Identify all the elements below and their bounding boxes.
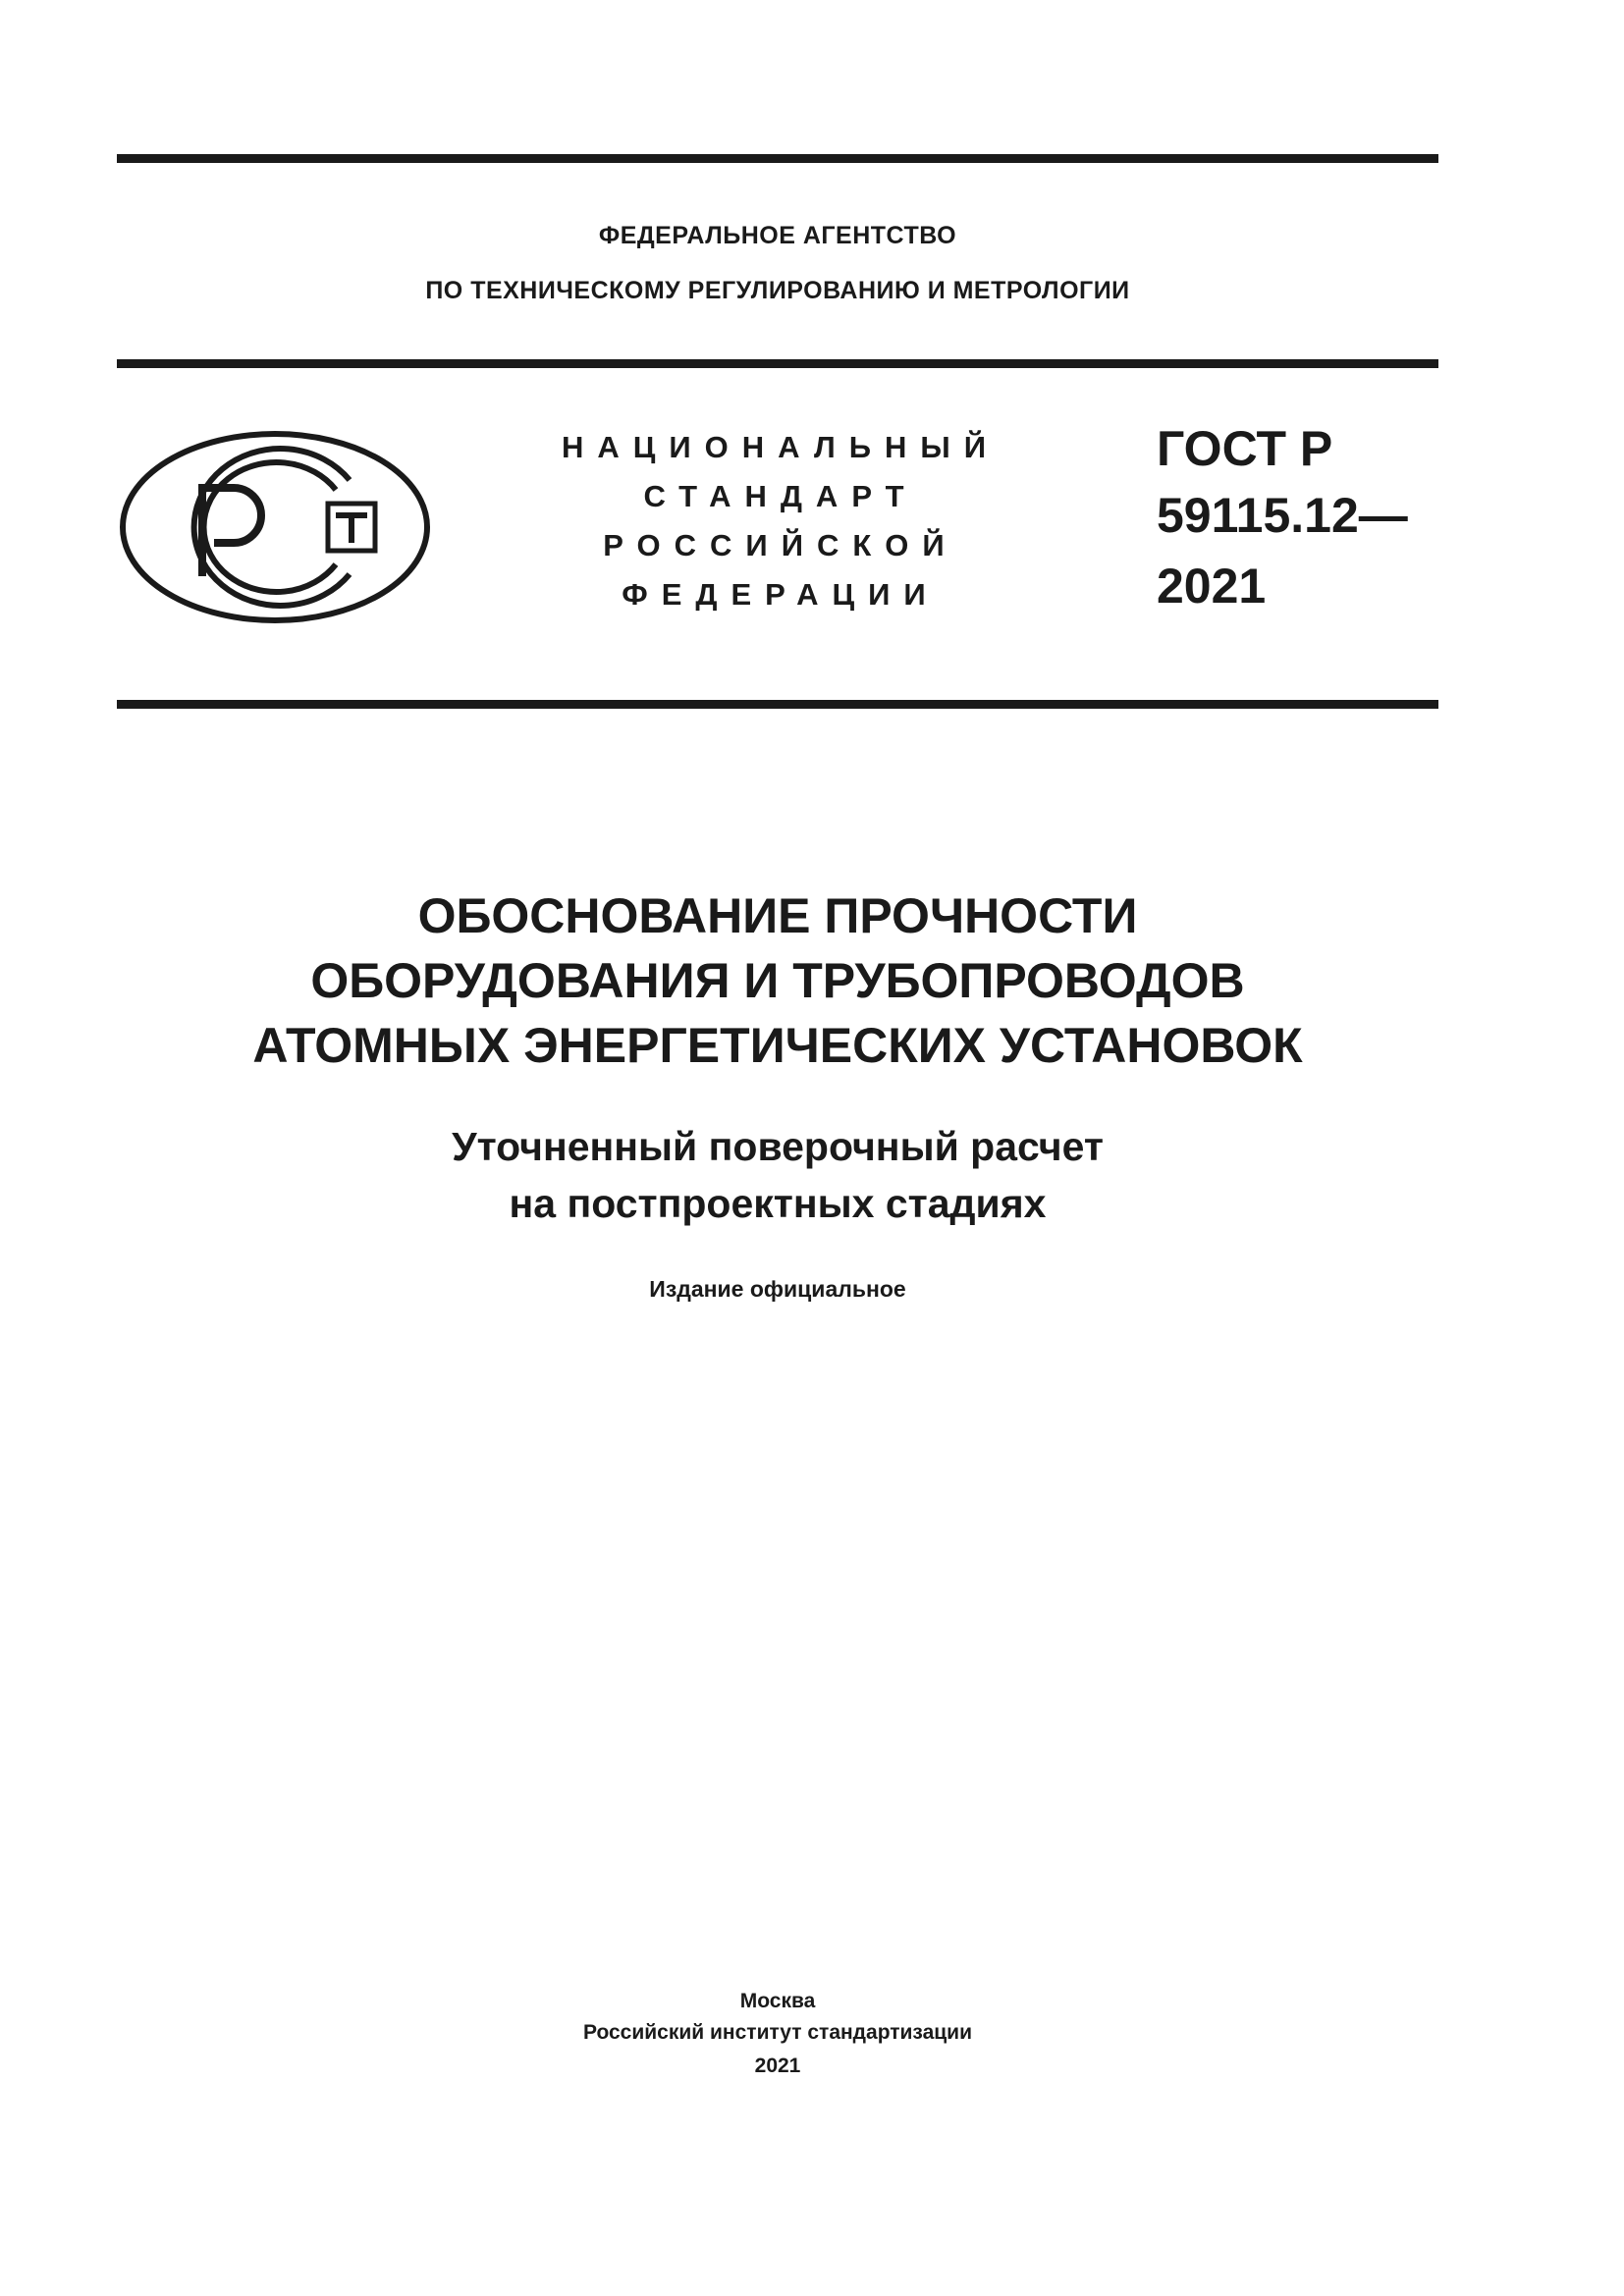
edition-note: Издание официальное — [649, 1276, 906, 1302]
national-standard-line3: РОССИЙСКОЙ — [603, 528, 958, 562]
document-subtitle-line1: Уточненный поверочный расчет — [452, 1124, 1104, 1169]
footer-publisher: Российский институт стандартизации — [582, 2021, 973, 2044]
footer-year: 2021 — [754, 2055, 801, 2077]
gost-r-certification-mark-icon — [118, 429, 432, 625]
top-divider — [117, 154, 1438, 163]
footer-city: Москва — [739, 1990, 816, 2012]
standard-designation-line2: 59115.12— — [1157, 488, 1408, 543]
national-standard-line4: ФЕДЕРАЦИИ — [622, 577, 940, 612]
document-subtitle-line2: на постпроектных стадиях — [509, 1181, 1047, 1226]
standard-designation-line3: 2021 — [1157, 559, 1267, 614]
designation-divider — [117, 700, 1438, 709]
standard-designation-line1: ГОСТ Р — [1157, 421, 1333, 476]
agency-name-line2: ПО ТЕХНИЧЕСКОМУ РЕГУЛИРОВАНИЮ И МЕТРОЛОГИИ — [425, 277, 1130, 304]
agency-name-line1: ФЕДЕРАЛЬНОЕ АГЕНТСТВО — [598, 222, 957, 249]
national-standard-line2: СТАНДАРТ — [643, 479, 918, 513]
header-divider — [117, 359, 1438, 368]
document-title-line2: ОБОРУДОВАНИЯ И ТРУБОПРОВОДОВ — [310, 953, 1245, 1008]
national-standard-line1: НАЦИОНАЛЬНЫЙ — [561, 430, 1001, 464]
document-title-line3: АТОМНЫХ ЭНЕРГЕТИЧЕСКИХ УСТАНОВОК — [252, 1018, 1303, 1073]
document-title-line1: ОБОСНОВАНИЕ ПРОЧНОСТИ — [417, 888, 1138, 943]
